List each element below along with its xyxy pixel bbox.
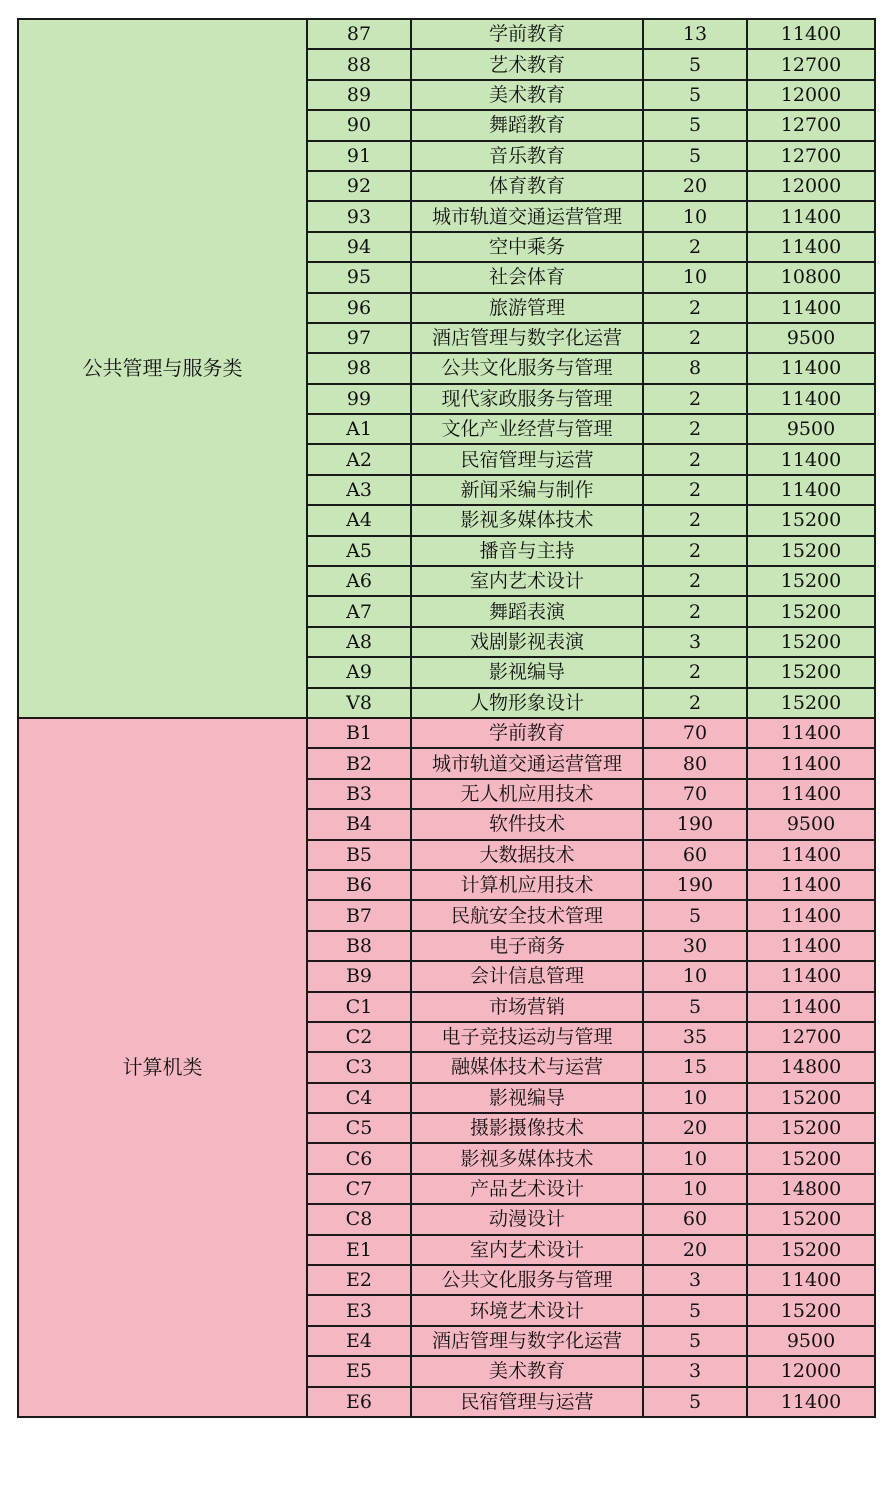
code-cell: E4 (307, 1326, 411, 1356)
count-cell: 5 (643, 141, 747, 171)
code-cell: C5 (307, 1113, 411, 1143)
code-cell: 89 (307, 80, 411, 110)
count-cell: 3 (643, 627, 747, 657)
code-cell: A3 (307, 475, 411, 505)
fee-cell: 11400 (747, 931, 875, 961)
fee-cell: 11400 (747, 293, 875, 323)
count-cell: 10 (643, 961, 747, 991)
code-cell: B7 (307, 900, 411, 930)
code-cell: A4 (307, 505, 411, 535)
fee-cell: 14800 (747, 1174, 875, 1204)
count-cell: 70 (643, 779, 747, 809)
code-cell: C3 (307, 1052, 411, 1082)
fee-cell: 15200 (747, 1235, 875, 1265)
fee-cell: 11400 (747, 748, 875, 778)
count-cell: 2 (643, 323, 747, 353)
major-cell: 酒店管理与数字化运营 (411, 323, 643, 353)
code-cell: 93 (307, 201, 411, 231)
major-cell: 空中乘务 (411, 232, 643, 262)
fee-cell: 12000 (747, 1356, 875, 1386)
code-cell: E2 (307, 1265, 411, 1295)
table-row (18, 19, 875, 49)
code-cell: E3 (307, 1295, 411, 1325)
count-cell: 2 (643, 475, 747, 505)
code-cell: B5 (307, 840, 411, 870)
code-cell: 98 (307, 353, 411, 383)
code-cell: A9 (307, 657, 411, 687)
count-cell: 15 (643, 1052, 747, 1082)
major-cell: 公共文化服务与管理 (411, 353, 643, 383)
count-cell: 190 (643, 809, 747, 839)
code-cell: 88 (307, 49, 411, 79)
fee-cell: 15200 (747, 657, 875, 687)
code-cell: E6 (307, 1387, 411, 1417)
code-cell: 91 (307, 141, 411, 171)
code-cell: A6 (307, 566, 411, 596)
major-cell: 旅游管理 (411, 293, 643, 323)
fee-cell: 11400 (747, 900, 875, 930)
fee-cell: 12700 (747, 1022, 875, 1052)
fee-cell: 11400 (747, 961, 875, 991)
count-cell: 5 (643, 992, 747, 1022)
major-cell: 学前教育 (411, 718, 643, 748)
fee-cell: 15200 (747, 596, 875, 626)
fee-cell: 9500 (747, 414, 875, 444)
code-cell: A1 (307, 414, 411, 444)
major-cell: 民宿管理与运营 (411, 444, 643, 474)
major-cell: 电子商务 (411, 931, 643, 961)
major-cell: 学前教育 (411, 19, 643, 49)
count-cell: 5 (643, 80, 747, 110)
fee-cell: 11400 (747, 444, 875, 474)
code-cell: V8 (307, 688, 411, 718)
code-cell: B6 (307, 870, 411, 900)
code-cell: A7 (307, 596, 411, 626)
count-cell: 10 (643, 1174, 747, 1204)
code-cell: A2 (307, 444, 411, 474)
major-cell: 酒店管理与数字化运营 (411, 1326, 643, 1356)
count-cell: 5 (643, 110, 747, 140)
major-cell: 美术教育 (411, 1356, 643, 1386)
major-cell: 会计信息管理 (411, 961, 643, 991)
count-cell: 2 (643, 596, 747, 626)
major-cell: 社会体育 (411, 262, 643, 292)
count-cell: 20 (643, 1113, 747, 1143)
fee-cell: 11400 (747, 384, 875, 414)
fee-cell: 15200 (747, 627, 875, 657)
code-cell: C2 (307, 1022, 411, 1052)
major-cell: 美术教育 (411, 80, 643, 110)
fee-cell: 12000 (747, 171, 875, 201)
major-cell: 计算机应用技术 (411, 870, 643, 900)
code-cell: 96 (307, 293, 411, 323)
fee-cell: 9500 (747, 323, 875, 353)
count-cell: 10 (643, 1083, 747, 1113)
count-cell: 2 (643, 566, 747, 596)
code-cell: 95 (307, 262, 411, 292)
major-cell: 无人机应用技术 (411, 779, 643, 809)
count-cell: 10 (643, 1143, 747, 1173)
code-cell: A8 (307, 627, 411, 657)
major-cell: 环境艺术设计 (411, 1295, 643, 1325)
code-cell: C1 (307, 992, 411, 1022)
major-cell: 电子竞技运动与管理 (411, 1022, 643, 1052)
major-cell: 摄影摄像技术 (411, 1113, 643, 1143)
fee-cell: 11400 (747, 353, 875, 383)
major-cell: 现代家政服务与管理 (411, 384, 643, 414)
fee-cell: 11400 (747, 475, 875, 505)
major-cell: 室内艺术设计 (411, 1235, 643, 1265)
code-cell: E1 (307, 1235, 411, 1265)
major-cell: 动漫设计 (411, 1204, 643, 1234)
count-cell: 5 (643, 1295, 747, 1325)
code-cell: B2 (307, 748, 411, 778)
code-cell: B9 (307, 961, 411, 991)
code-cell: B3 (307, 779, 411, 809)
count-cell: 60 (643, 840, 747, 870)
code-cell: B4 (307, 809, 411, 839)
count-cell: 2 (643, 444, 747, 474)
category-cell: 计算机类 (18, 718, 307, 1417)
count-cell: 5 (643, 1387, 747, 1417)
major-cell: 人物形象设计 (411, 688, 643, 718)
code-cell: 99 (307, 384, 411, 414)
count-cell: 60 (643, 1204, 747, 1234)
major-cell: 城市轨道交通运营管理 (411, 748, 643, 778)
code-cell: E5 (307, 1356, 411, 1386)
major-cell: 影视编导 (411, 1083, 643, 1113)
code-cell: 92 (307, 171, 411, 201)
code-cell: C7 (307, 1174, 411, 1204)
enrollment-table (17, 18, 876, 1418)
code-cell: 87 (307, 19, 411, 49)
code-cell: C6 (307, 1143, 411, 1173)
fee-cell: 15200 (747, 1113, 875, 1143)
category-cell: 公共管理与服务类 (18, 19, 307, 718)
major-cell: 大数据技术 (411, 840, 643, 870)
major-cell: 软件技术 (411, 809, 643, 839)
fee-cell: 11400 (747, 870, 875, 900)
code-cell: 94 (307, 232, 411, 262)
count-cell: 20 (643, 1235, 747, 1265)
count-cell: 2 (643, 293, 747, 323)
code-cell: A5 (307, 536, 411, 566)
major-cell: 舞蹈教育 (411, 110, 643, 140)
count-cell: 35 (643, 1022, 747, 1052)
count-cell: 5 (643, 900, 747, 930)
fee-cell: 9500 (747, 1326, 875, 1356)
fee-cell: 9500 (747, 809, 875, 839)
code-cell: B8 (307, 931, 411, 961)
count-cell: 190 (643, 870, 747, 900)
major-cell: 戏剧影视表演 (411, 627, 643, 657)
fee-cell: 12700 (747, 49, 875, 79)
major-cell: 舞蹈表演 (411, 596, 643, 626)
major-cell: 新闻采编与制作 (411, 475, 643, 505)
major-cell: 影视多媒体技术 (411, 1143, 643, 1173)
count-cell: 5 (643, 49, 747, 79)
fee-cell: 11400 (747, 992, 875, 1022)
fee-cell: 10800 (747, 262, 875, 292)
fee-cell: 11400 (747, 1387, 875, 1417)
count-cell: 30 (643, 931, 747, 961)
count-cell: 8 (643, 353, 747, 383)
fee-cell: 11400 (747, 840, 875, 870)
major-cell: 民航安全技术管理 (411, 900, 643, 930)
count-cell: 70 (643, 718, 747, 748)
code-cell: B1 (307, 718, 411, 748)
major-cell: 播音与主持 (411, 536, 643, 566)
major-cell: 民宿管理与运营 (411, 1387, 643, 1417)
major-cell: 影视多媒体技术 (411, 505, 643, 535)
fee-cell: 12000 (747, 80, 875, 110)
major-cell: 音乐教育 (411, 141, 643, 171)
count-cell: 80 (643, 748, 747, 778)
fee-cell: 11400 (747, 201, 875, 231)
count-cell: 2 (643, 536, 747, 566)
major-cell: 市场营销 (411, 992, 643, 1022)
code-cell: 97 (307, 323, 411, 353)
fee-cell: 12700 (747, 110, 875, 140)
table-row (18, 718, 875, 748)
major-cell: 室内艺术设计 (411, 566, 643, 596)
count-cell: 10 (643, 262, 747, 292)
count-cell: 3 (643, 1265, 747, 1295)
count-cell: 13 (643, 19, 747, 49)
count-cell: 2 (643, 505, 747, 535)
count-cell: 2 (643, 414, 747, 444)
count-cell: 2 (643, 384, 747, 414)
major-cell: 影视编导 (411, 657, 643, 687)
fee-cell: 15200 (747, 688, 875, 718)
fee-cell: 11400 (747, 232, 875, 262)
fee-cell: 15200 (747, 1295, 875, 1325)
fee-cell: 14800 (747, 1052, 875, 1082)
fee-cell: 15200 (747, 1083, 875, 1113)
fee-cell: 15200 (747, 536, 875, 566)
major-cell: 艺术教育 (411, 49, 643, 79)
fee-cell: 15200 (747, 1143, 875, 1173)
fee-cell: 11400 (747, 1265, 875, 1295)
fee-cell: 15200 (747, 566, 875, 596)
fee-cell: 15200 (747, 505, 875, 535)
enrollment-table-body (18, 19, 875, 1417)
count-cell: 2 (643, 232, 747, 262)
code-cell: C4 (307, 1083, 411, 1113)
major-cell: 体育教育 (411, 171, 643, 201)
count-cell: 2 (643, 657, 747, 687)
major-cell: 公共文化服务与管理 (411, 1265, 643, 1295)
fee-cell: 11400 (747, 718, 875, 748)
major-cell: 融媒体技术与运营 (411, 1052, 643, 1082)
fee-cell: 12700 (747, 141, 875, 171)
code-cell: C8 (307, 1204, 411, 1234)
code-cell: 90 (307, 110, 411, 140)
fee-cell: 15200 (747, 1204, 875, 1234)
fee-cell: 11400 (747, 779, 875, 809)
count-cell: 20 (643, 171, 747, 201)
count-cell: 2 (643, 688, 747, 718)
count-cell: 10 (643, 201, 747, 231)
count-cell: 5 (643, 1326, 747, 1356)
major-cell: 城市轨道交通运营管理 (411, 201, 643, 231)
major-cell: 产品艺术设计 (411, 1174, 643, 1204)
fee-cell: 11400 (747, 19, 875, 49)
major-cell: 文化产业经营与管理 (411, 414, 643, 444)
count-cell: 3 (643, 1356, 747, 1386)
